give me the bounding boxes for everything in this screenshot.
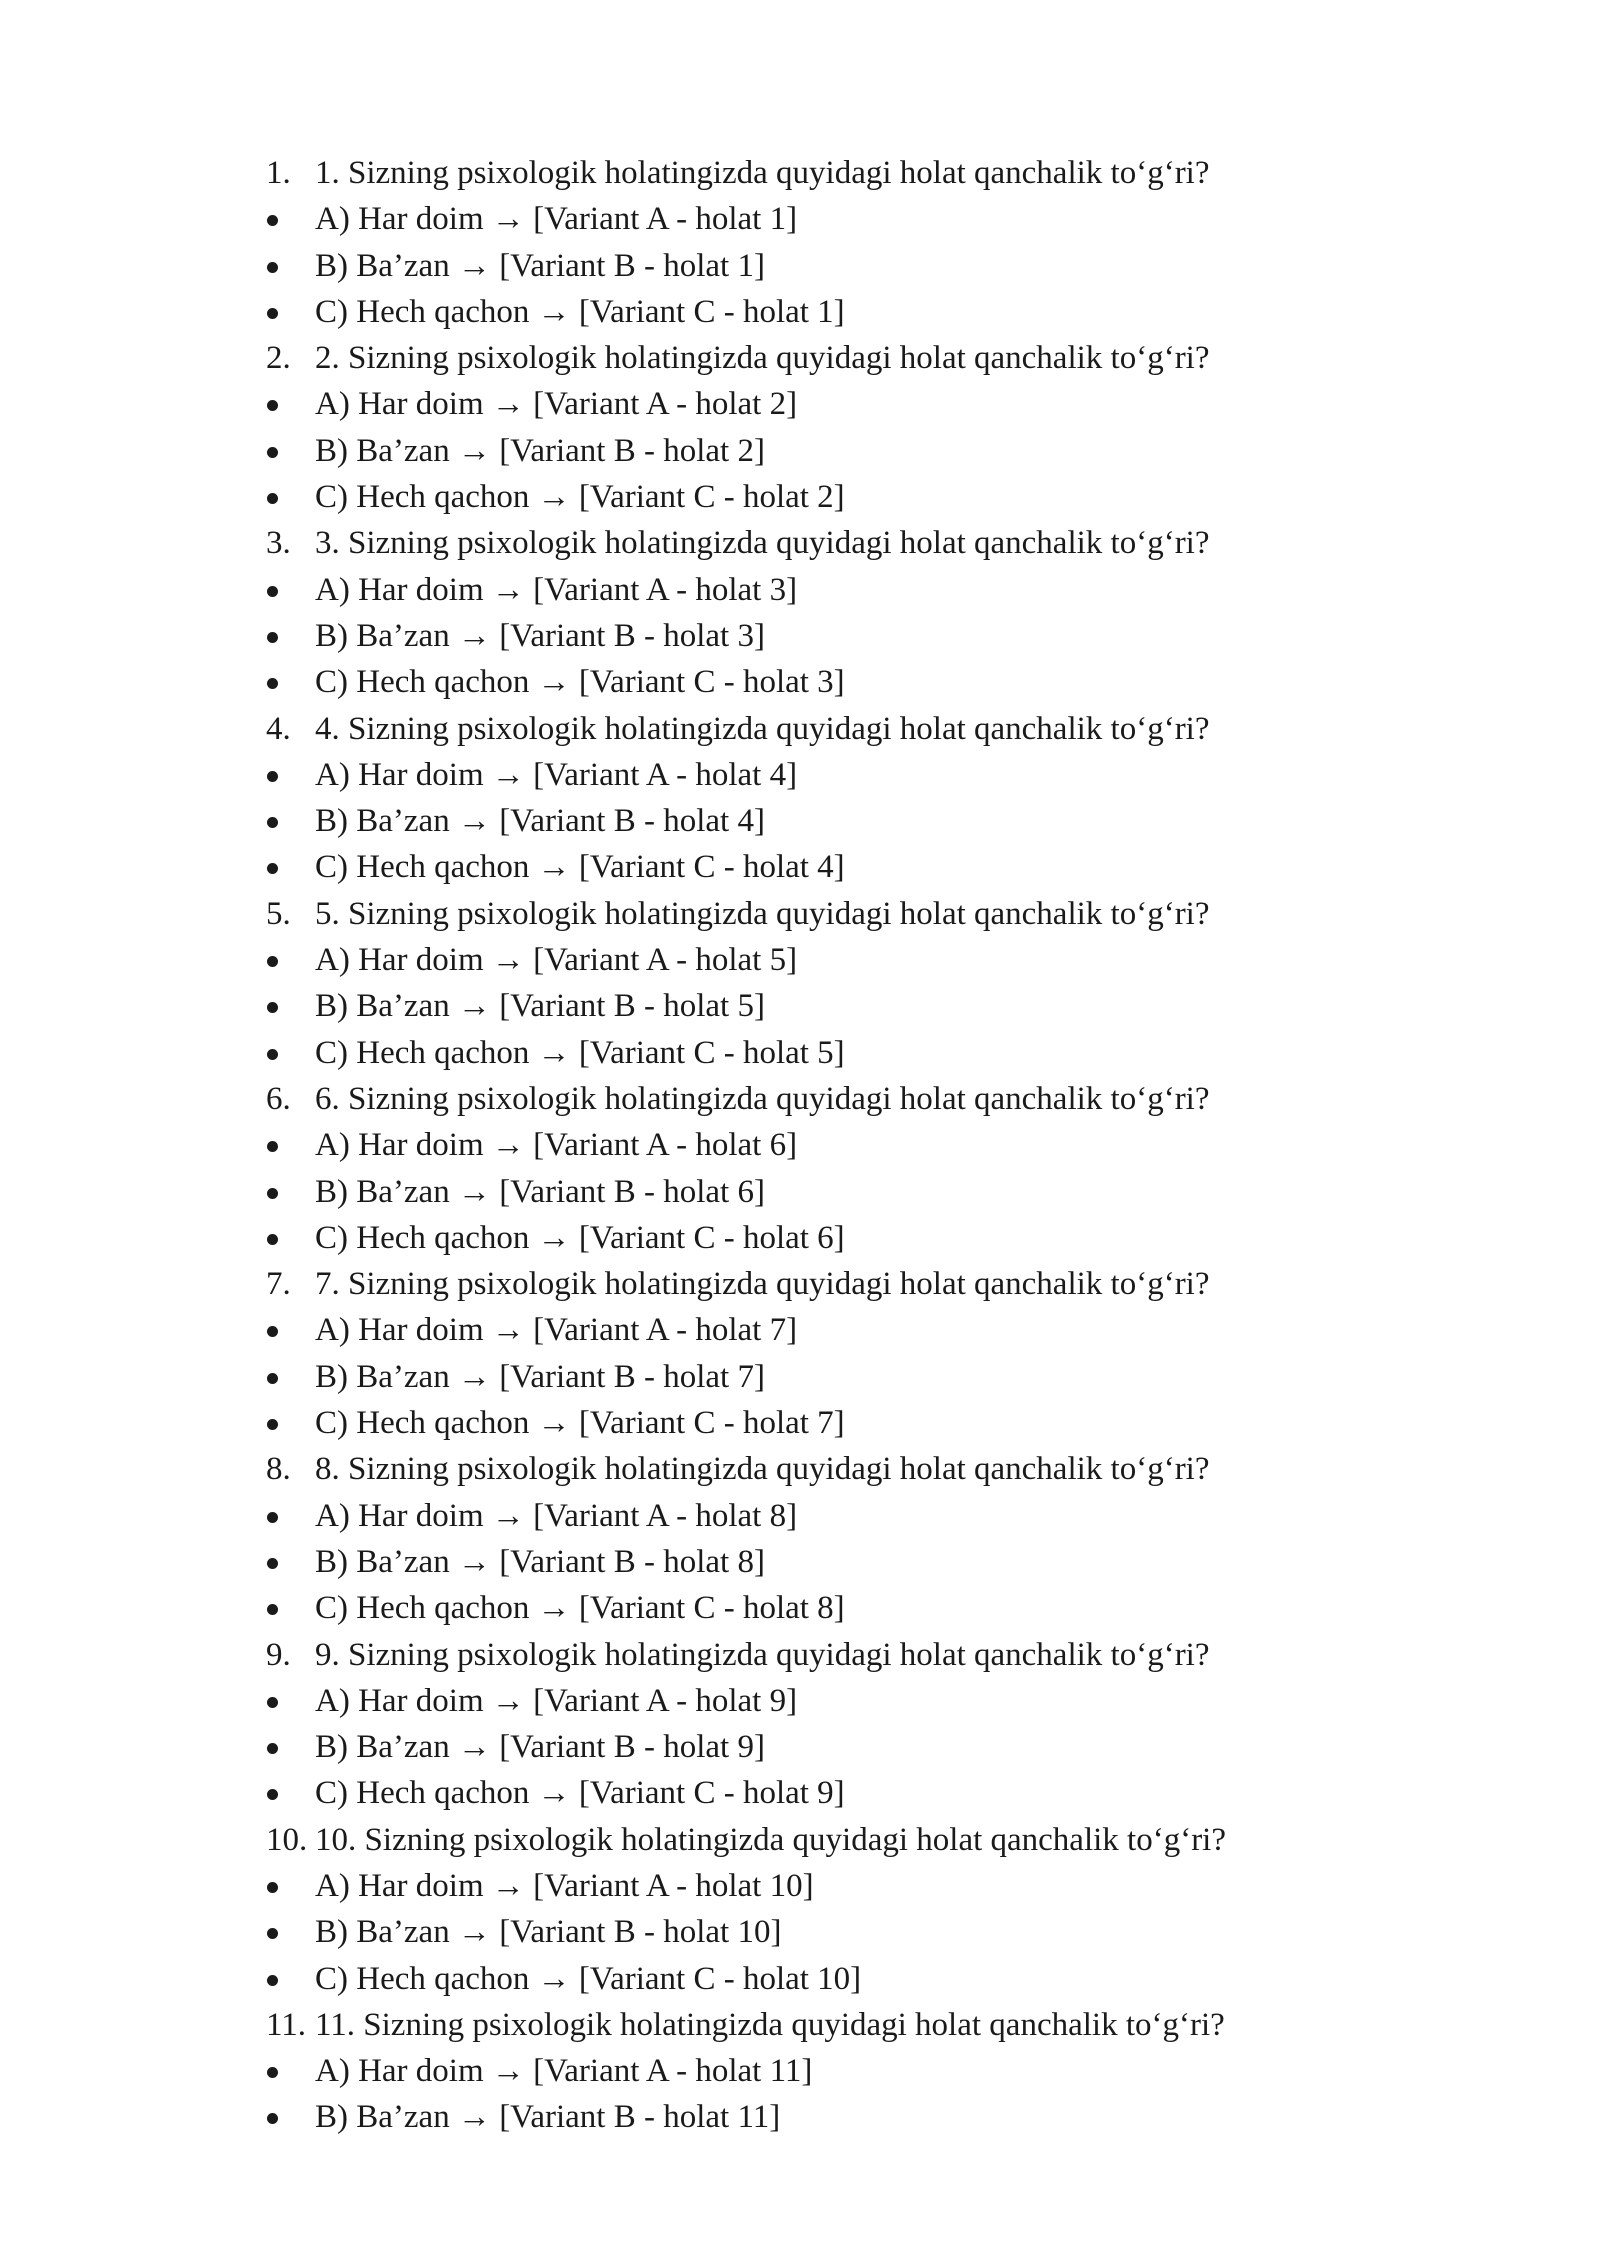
answer-option (266, 1493, 1366, 1539)
bullet-icon (267, 817, 278, 828)
bullet-icon (267, 863, 278, 874)
question-item (266, 335, 1366, 381)
question-number: 9. (266, 1636, 291, 1673)
question-item (266, 520, 1366, 566)
answer-option (266, 1400, 1366, 1446)
question-number: 10. (266, 1821, 308, 1858)
answer-option-text: B) Ba’zan → [Variant B - holat 5] (315, 988, 765, 1025)
answer-option-text: A) Har doim → [Variant A - holat 11] (315, 2053, 813, 2090)
question-item (266, 1632, 1366, 1678)
answer-option-text: C) Hech qachon → [Variant C - holat 2] (315, 479, 845, 516)
question-number: 1. (266, 155, 291, 191)
answer-option (266, 289, 1366, 335)
answer-option-text: B) Ba’zan → [Variant B - holat 7] (315, 1358, 765, 1395)
bullet-icon (267, 1697, 278, 1708)
answer-option-text: C) Hech qachon → [Variant C - holat 5] (315, 1034, 845, 1071)
answer-option-text: B) Ba’zan → [Variant B - holat 1] (315, 247, 765, 284)
answer-option (266, 1307, 1366, 1353)
answer-option (266, 1215, 1366, 1261)
bullet-icon (267, 771, 278, 782)
answer-option-text: B) Ba’zan → [Variant B - holat 6] (315, 1173, 765, 1210)
answer-option (266, 1724, 1366, 1770)
question-text: 2. Sizning psixologik holatingizda quyidagi holat qanchalik to‘g‘ri? (315, 340, 1210, 377)
answer-option (266, 659, 1366, 705)
answer-option-text: C) Hech qachon → [Variant C - holat 3] (315, 664, 845, 701)
answer-option (266, 798, 1366, 844)
bullet-icon (267, 1558, 278, 1569)
answer-option (266, 983, 1366, 1029)
answer-option (266, 1354, 1366, 1400)
answer-option-text: A) Har doim → [Variant A - holat 6] (315, 1127, 798, 1164)
bullet-icon (267, 678, 278, 689)
bullet-icon (267, 1234, 278, 1245)
answer-option (266, 196, 1366, 242)
bullet-icon (267, 1002, 278, 1013)
bullet-icon (267, 1512, 278, 1523)
answer-option-text: A) Har doim → [Variant A - holat 10] (315, 1867, 814, 1904)
question-number: 7. (266, 1266, 291, 1303)
bullet-icon (267, 1326, 278, 1337)
answer-option (266, 1909, 1366, 1955)
bullet-icon (267, 1373, 278, 1384)
answer-option-text: C) Hech qachon → [Variant C - holat 9] (315, 1775, 845, 1812)
bullet-icon (267, 1975, 278, 1986)
question-text: 7. Sizning psixologik holatingizda quyidagi holat qanchalik to‘g‘ri? (315, 1266, 1210, 1303)
answer-option (266, 1585, 1366, 1631)
answer-option (266, 428, 1366, 474)
question-text: 1. Sizning psixologik holatingizda quyidagi holat qanchalik to‘g‘ri? (315, 155, 1210, 191)
answer-option (266, 1030, 1366, 1076)
answer-option-text: A) Har doim → [Variant A - holat 5] (315, 942, 798, 979)
question-number: 5. (266, 895, 291, 932)
answer-option (266, 844, 1366, 890)
answer-option-text: C) Hech qachon → [Variant C - holat 1] (315, 293, 845, 330)
answer-option-text: C) Hech qachon → [Variant C - holat 7] (315, 1405, 845, 1442)
answer-option-text: C) Hech qachon → [Variant C - holat 10] (315, 1960, 862, 1997)
bullet-icon (267, 1188, 278, 1199)
bullet-icon (267, 262, 278, 273)
answer-option-text: A) Har doim → [Variant A - holat 2] (315, 386, 798, 423)
question-number: 3. (266, 525, 291, 562)
answer-option (266, 1678, 1366, 1724)
answer-option-text: B) Ba’zan → [Variant B - holat 3] (315, 617, 765, 654)
answer-option (266, 1956, 1366, 2002)
question-text: 4. Sizning psixologik holatingizda quyidagi holat qanchalik to‘g‘ri? (315, 710, 1210, 747)
answer-option-text: C) Hech qachon → [Variant C - holat 6] (315, 1219, 845, 1256)
answer-option-text: C) Hech qachon → [Variant C - holat 4] (315, 849, 845, 886)
question-text: 6. Sizning psixologik holatingizda quyidagi holat qanchalik to‘g‘ri? (315, 1080, 1210, 1117)
question-text: 8. Sizning psixologik holatingizda quyidagi holat qanchalik to‘g‘ri? (315, 1451, 1210, 1488)
answer-option-text: B) Ba’zan → [Variant B - holat 9] (315, 1729, 765, 1766)
bullet-icon (267, 215, 278, 226)
question-text: 9. Sizning psixologik holatingizda quyidagi holat qanchalik to‘g‘ri? (315, 1636, 1210, 1673)
answer-option-text: A) Har doim → [Variant A - holat 8] (315, 1497, 798, 1534)
answer-option (266, 752, 1366, 798)
question-list (266, 150, 1366, 2141)
answer-option (266, 1169, 1366, 1215)
question-item (266, 891, 1366, 937)
bullet-icon (267, 1141, 278, 1152)
answer-option-text: B) Ba’zan → [Variant B - holat 8] (315, 1543, 765, 1580)
question-text: 3. Sizning psixologik holatingizda quyidagi holat qanchalik to‘g‘ri? (315, 525, 1210, 562)
answer-option (266, 567, 1366, 613)
answer-option (266, 2094, 1366, 2140)
bullet-icon (267, 2067, 278, 2078)
answer-option (266, 2048, 1366, 2094)
answer-option (266, 243, 1366, 289)
bullet-icon (267, 400, 278, 411)
bullet-icon (267, 586, 278, 597)
answer-option-text: C) Hech qachon → [Variant C - holat 8] (315, 1590, 845, 1627)
answer-option (266, 613, 1366, 659)
question-number: 2. (266, 340, 291, 377)
question-item (266, 2002, 1366, 2048)
question-text: 5. Sizning psixologik holatingizda quyidagi holat qanchalik to‘g‘ri? (315, 895, 1210, 932)
answer-option-text: A) Har doim → [Variant A - holat 1] (315, 201, 798, 238)
bullet-icon (267, 493, 278, 504)
bullet-icon (267, 1928, 278, 1939)
question-number: 6. (266, 1080, 291, 1117)
bullet-icon (267, 632, 278, 643)
answer-option (266, 381, 1366, 427)
answer-option-text: B) Ba’zan → [Variant B - holat 10] (315, 1914, 782, 1951)
bullet-icon (267, 956, 278, 967)
bullet-icon (267, 1604, 278, 1615)
bullet-icon (267, 2113, 278, 2124)
answer-option-text: A) Har doim → [Variant A - holat 3] (315, 571, 798, 608)
question-item (266, 1817, 1366, 1863)
answer-option (266, 1770, 1366, 1816)
answer-option (266, 474, 1366, 520)
answer-option-text: B) Ba’zan → [Variant B - holat 2] (315, 432, 765, 469)
question-text: 10. Sizning psixologik holatingizda quyidagi holat qanchalik to‘g‘ri? (315, 1821, 1226, 1858)
question-number: 4. (266, 710, 291, 747)
bullet-icon (267, 1789, 278, 1800)
question-number: 8. (266, 1451, 291, 1488)
bullet-icon (267, 1419, 278, 1430)
bullet-icon (267, 1049, 278, 1060)
answer-option-text: A) Har doim → [Variant A - holat 4] (315, 756, 798, 793)
bullet-icon (267, 1743, 278, 1754)
answer-option-text: B) Ba’zan → [Variant B - holat 4] (315, 803, 765, 840)
answer-option (266, 937, 1366, 983)
question-item (266, 706, 1366, 752)
answer-option (266, 1863, 1366, 1909)
question-item (266, 1261, 1366, 1307)
answer-option-text: A) Har doim → [Variant A - holat 9] (315, 1682, 798, 1719)
bullet-icon (267, 447, 278, 458)
answer-option (266, 1122, 1366, 1168)
answer-option-text: A) Har doim → [Variant A - holat 7] (315, 1312, 798, 1349)
question-item (266, 150, 1366, 196)
question-text: 11. Sizning psixologik holatingizda quyidagi holat qanchalik to‘g‘ri? (315, 2006, 1225, 2043)
question-item (266, 1446, 1366, 1492)
question-number: 11. (266, 2006, 307, 2043)
bullet-icon (267, 308, 278, 319)
answer-option (266, 1539, 1366, 1585)
question-item (266, 1076, 1366, 1122)
answer-option-text: B) Ba’zan → [Variant B - holat 11] (315, 2099, 781, 2136)
bullet-icon (267, 1882, 278, 1893)
